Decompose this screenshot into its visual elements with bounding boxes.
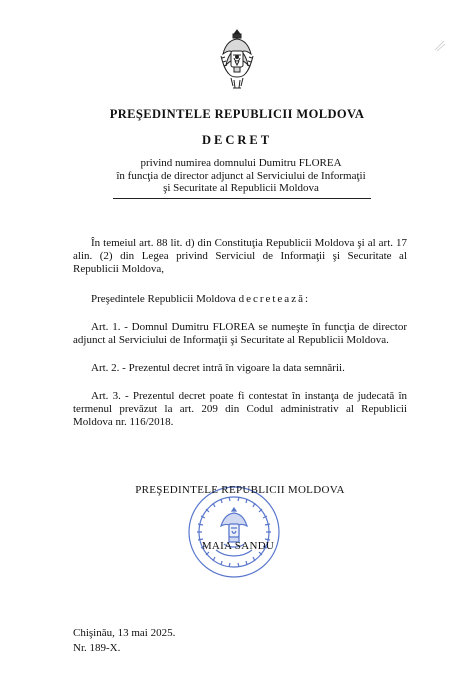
decree-subject <box>110 157 372 195</box>
document-type: DECRET <box>201 133 273 147</box>
article-2: Art. 2. - Prezentul decret intră în vigoare la data semnării. <box>91 362 345 374</box>
subject-line-2: în funcţia de director adjunct al Serviciului de Informaţii <box>116 169 366 182</box>
signatory-name: MAIA SANDU <box>201 540 275 552</box>
moldova-coat-of-arms-icon <box>219 28 255 92</box>
decree-verb: decretează: <box>238 293 311 305</box>
subject-line-1: privind numirea domnului Dumitru FLOREA <box>140 157 342 169</box>
article-1: Art. 1. - Domnul Dumitru FLOREA se numeşte în funcţia de director adjunct al Serviciului de Informaţii şi Securitate al Republicii Moldova. <box>73 321 407 346</box>
decree-statement <box>73 293 407 306</box>
subject-line-3: şi Securitate al Republicii Moldova <box>163 182 319 194</box>
decree-number: Nr. 189-X. <box>73 642 121 654</box>
institution-title: PREŞEDINTELE REPUBLICII MOLDOVA <box>109 107 365 121</box>
scan-mark-icon <box>432 38 448 54</box>
article-3: Art. 3. - Prezentul decret poate fi contestat în instanţa de judecată în termenul prevăzut la art. 209 din Codul administrativ al Republicii Moldova nr. 116/2018. <box>73 390 407 428</box>
decree-subject-text: Preşedintele Republicii Moldova <box>91 293 236 305</box>
preamble-paragraph: În temeiul art. 88 lit. d) din Constituţia Republicii Moldova şi al art. 17 alin. (2) din Legea privind Serviciul de Informaţii şi Securitate al Republicii Moldova, <box>73 237 407 275</box>
signatory-title: PREŞEDINTELE REPUBLICII MOLDOVA <box>135 484 345 496</box>
place-and-date: Chişinău, 13 mai 2025. <box>73 627 176 639</box>
official-seal-icon <box>186 484 282 580</box>
subject-underline <box>113 198 371 199</box>
